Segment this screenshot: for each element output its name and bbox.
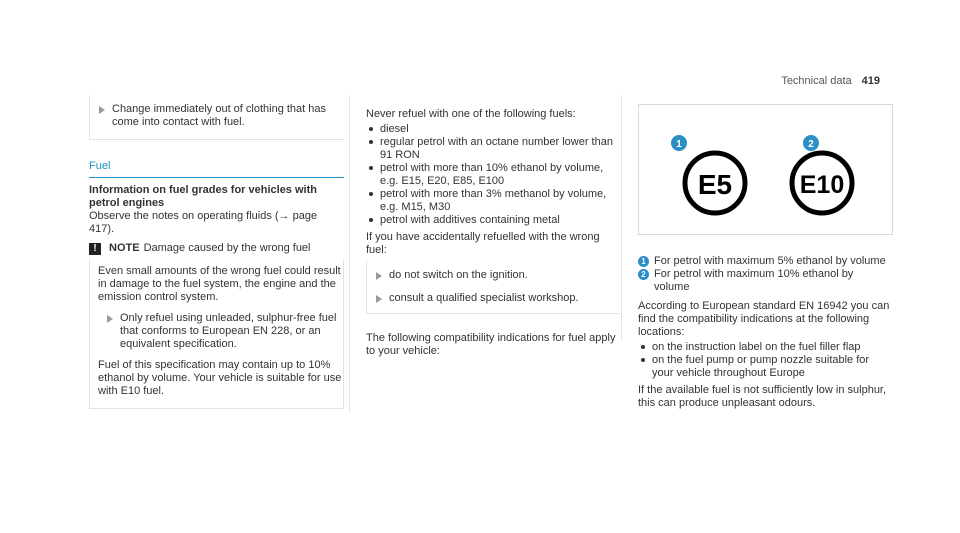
fuels-intro: Never refuel with one of the following fuels: xyxy=(366,108,576,120)
note-body xyxy=(89,259,344,409)
note-header xyxy=(89,242,344,255)
column-divider xyxy=(621,95,622,340)
instruction-text: do not switch on the ignition. xyxy=(389,269,528,281)
legend-item: 1 For petrol with maximum 5% ethanol by volume xyxy=(638,255,891,268)
instruction-step xyxy=(90,103,344,129)
list-item: petrol with more than 10% ethanol by volume, e.g. E15, E20, E85, E100 xyxy=(366,162,620,188)
column-2 xyxy=(366,108,620,358)
svg-text:E10: E10 xyxy=(799,171,845,199)
instruction-text: Only refuel using unleaded, sulphur-free fuel that conforms to European EN 228, or an equivalent specification. xyxy=(120,312,337,350)
fuel-labels-illustration xyxy=(639,105,892,234)
arrow-icon xyxy=(107,315,113,323)
list-item: diesel xyxy=(366,123,620,136)
section-name: Technical data xyxy=(781,75,852,87)
instruction-box xyxy=(366,261,620,314)
section-title: Fuel xyxy=(89,160,111,172)
compatibility-intro: The following compatibility indications for fuel apply to your vehicle: xyxy=(366,332,616,357)
fuel-label-figure xyxy=(638,104,893,235)
callout-number: 1 xyxy=(638,256,649,267)
section-rule xyxy=(89,177,344,178)
prohibited-fuels-list xyxy=(366,123,620,227)
intro-text: Observe the notes on operating fluids (→ page 417). xyxy=(89,210,318,235)
list-item: petrol with additives containing metal xyxy=(366,214,620,227)
column-divider xyxy=(349,95,350,413)
page-header xyxy=(781,75,880,88)
instruction-step xyxy=(98,312,343,351)
list-item: petrol with more than 3% methanol by volume, e.g. M15, M30 xyxy=(366,188,620,214)
e10-label xyxy=(792,153,852,213)
note-title: Damage caused by the wrong fuel xyxy=(143,242,311,254)
list-item: on the fuel pump or pump nozzle suitable for your vehicle throughout Europe xyxy=(638,354,891,380)
svg-text:2: 2 xyxy=(808,139,814,150)
instruction-step xyxy=(367,269,620,282)
warning-icon: ! xyxy=(89,243,101,255)
note-paragraph: Even small amounts of the wrong fuel could result in damage to the fuel system, the engine and the emission control system. xyxy=(98,265,341,303)
closing-text: If the available fuel is not sufficiently low in sulphur, this can produce unpleasant odours. xyxy=(638,384,887,409)
note-box xyxy=(89,242,344,409)
list-item: on the instruction label on the fuel filler flap xyxy=(638,341,891,354)
column-3 xyxy=(638,104,891,410)
e5-label xyxy=(685,153,745,213)
note-label: NOTE xyxy=(109,242,140,254)
arrow-icon xyxy=(376,272,382,280)
arrow-icon xyxy=(376,295,382,303)
svg-text:E5: E5 xyxy=(697,169,733,200)
locations-intro: According to European standard EN 16942 you can find the compatibility indications at the following locations: xyxy=(638,300,890,338)
instruction-text: Change immediately out of clothing that has come into contact with fuel. xyxy=(112,103,327,128)
legend-item: 2 For petrol with maximum 10% ethanol by volume xyxy=(638,268,891,294)
warning-instruction-box xyxy=(89,95,344,140)
callout-2 xyxy=(803,135,819,151)
callout-number: 2 xyxy=(638,269,649,280)
svg-text:1: 1 xyxy=(676,139,682,150)
wrong-fuel-intro: If you have accidentally refuelled with the wrong fuel: xyxy=(366,231,600,256)
figure-legend xyxy=(638,255,891,294)
page-number: 419 xyxy=(861,75,880,87)
subheading: Information on fuel grades for vehicles with petrol engines xyxy=(89,184,317,209)
instruction-step xyxy=(367,292,620,305)
column-1 xyxy=(89,95,344,409)
note-paragraph: Fuel of this specification may contain up to 10% ethanol by volume. Your vehicle is suitable for use with E10 fuel. xyxy=(98,359,342,397)
arrow-icon xyxy=(99,106,105,114)
list-item: regular petrol with an octane number lower than 91 RON xyxy=(366,136,620,162)
callout-1 xyxy=(671,135,687,151)
instruction-text: consult a qualified specialist workshop. xyxy=(389,292,579,304)
locations-list xyxy=(638,341,891,380)
